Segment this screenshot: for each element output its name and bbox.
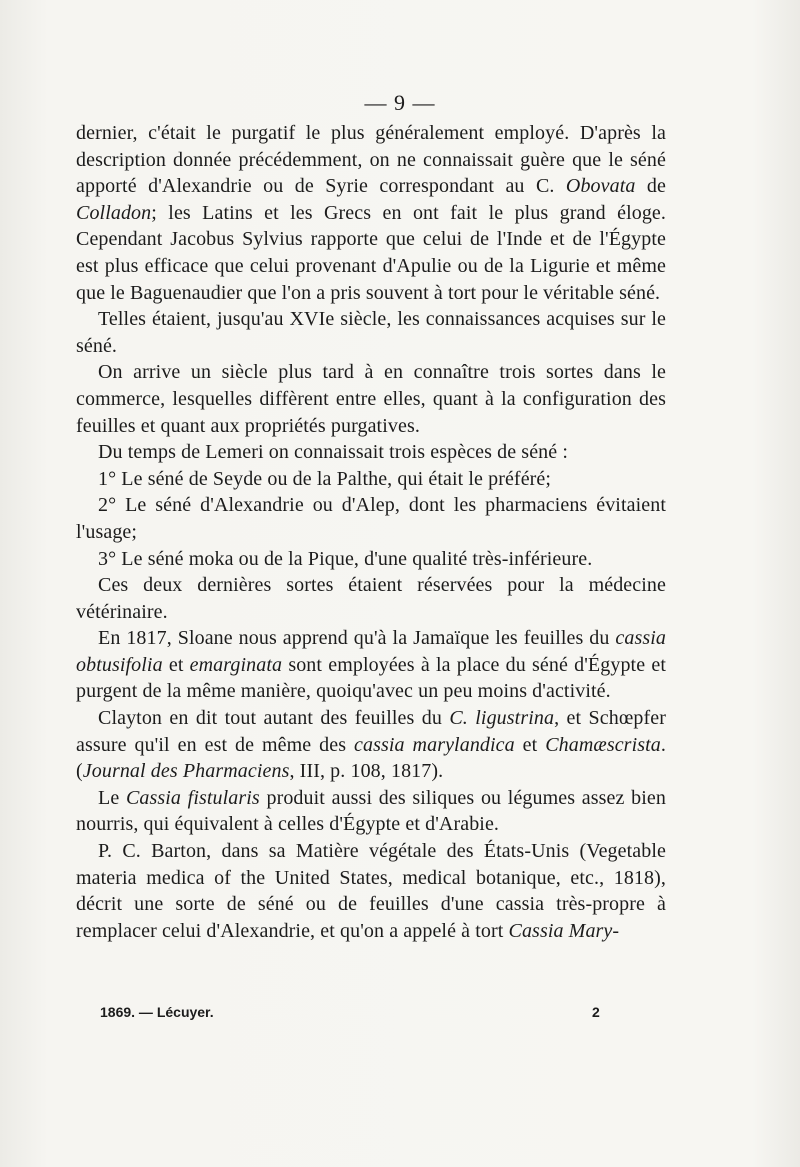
text-run: ; les Latins et les Grecs en ont fait le plus grand éloge. Cependant Jacobus Sylvius rapporte que celui de l'Inde et de l'Égypte est plus efficace que celui provenant d'Apulie ou de la Ligurie et même que le Baguenaudier que l'on a pris souvent à tort pour le véritable séné. <box>76 201 666 304</box>
printer-imprint: 1869. — Lécuyer. <box>100 1004 214 1020</box>
italic-text: cassia marylandica <box>354 733 515 756</box>
text-run: , et Schœpfer assure qu'il en est de même des <box>76 707 666 756</box>
paragraph <box>76 572 666 625</box>
italic-text: Colladon <box>76 201 152 224</box>
italic-text: Cassia fistularis <box>125 786 260 809</box>
paragraph <box>76 546 666 573</box>
paragraph <box>76 625 666 705</box>
text-run: produit aussi des siliques ou légumes assez bien nourris, qui équivalent à celles d'Égypte et d'Arabie. <box>76 786 666 836</box>
italic-text: Journal des Pharmaciens <box>82 760 290 783</box>
text-run: et <box>514 733 546 756</box>
italic-text: Chamæscrista <box>545 733 661 756</box>
text-run: En 1817, Sloane nous apprend qu'à la Jamaïque les feuilles du <box>98 627 616 650</box>
italic-text: emarginata <box>189 653 283 676</box>
text-run: 3° Le séné moka ou de la Pique, d'une qualité très-inférieure. <box>98 547 593 570</box>
signature-mark: 2 <box>592 1004 600 1020</box>
paragraph <box>76 439 666 466</box>
text-run: 1° Le séné de Seyde ou de la Palthe, qui était le préféré; <box>98 467 552 490</box>
text-run: et <box>162 653 190 676</box>
paragraph <box>76 306 666 359</box>
italic-text: Cassia Mary- <box>508 919 620 942</box>
page-number: — 9 — <box>364 90 436 115</box>
text-run: dernier, c'était le purgatif le plus généralement employé. D'après la description donnée précédemment, on ne connaissait guère que le séné apporté d'Alexandrie ou de Syrie correspondant au C. <box>76 122 666 198</box>
paragraph <box>76 492 666 545</box>
page-footer <box>100 1004 620 1020</box>
text-run: Ces deux dernières sortes étaient réservées pour la médecine vétérinaire. <box>76 574 666 623</box>
italic-text: Obovata <box>565 175 636 198</box>
text-run: Telles étaient, jusqu'au XVIe siècle, les connaissances acquises sur le séné. <box>76 308 666 357</box>
paragraph <box>76 359 666 439</box>
paragraph <box>76 705 666 785</box>
body-text <box>76 120 666 944</box>
text-run: Du temps de Lemeri on connaissait trois espèces de séné : <box>98 441 569 464</box>
text-run: , III, p. 108, 1817). <box>289 760 444 783</box>
italic-text: C. ligustrina <box>449 707 555 730</box>
text-run: . ( <box>76 733 666 783</box>
text-run: On arrive un siècle plus tard à en connaître trois sortes dans le commerce, lesquelles diffèrent entre elles, quant à la configuration des feuilles et quant aux propriétés purgatives. <box>76 361 666 437</box>
paragraph <box>76 785 666 838</box>
text-run: P. C. Barton, dans sa Matière végétale des États-Unis (Vegetable materia medica of the United States, medical botanique, etc., 1818), décrit une sorte de séné ou de feuilles d'une cassia très-propre à remplacer celui d'Alexandrie, et qu'on a appelé à tort <box>76 840 666 942</box>
text-run: de <box>635 175 666 198</box>
text-run: Le <box>98 786 126 809</box>
italic-text: cassia obtusifolia <box>76 627 666 676</box>
text-run: sont employées à la place du séné d'Égypte et purgent de la même manière, quoiqu'avec un peu moins d'activité. <box>76 653 666 703</box>
paragraph <box>76 838 666 944</box>
paragraph <box>76 120 666 306</box>
text-run: Clayton en dit tout autant des feuilles du <box>98 707 450 730</box>
text-run: 2° Le séné d'Alexandrie ou d'Alep, dont les pharmaciens évitaient l'usage; <box>76 494 666 543</box>
paragraph <box>76 466 666 493</box>
